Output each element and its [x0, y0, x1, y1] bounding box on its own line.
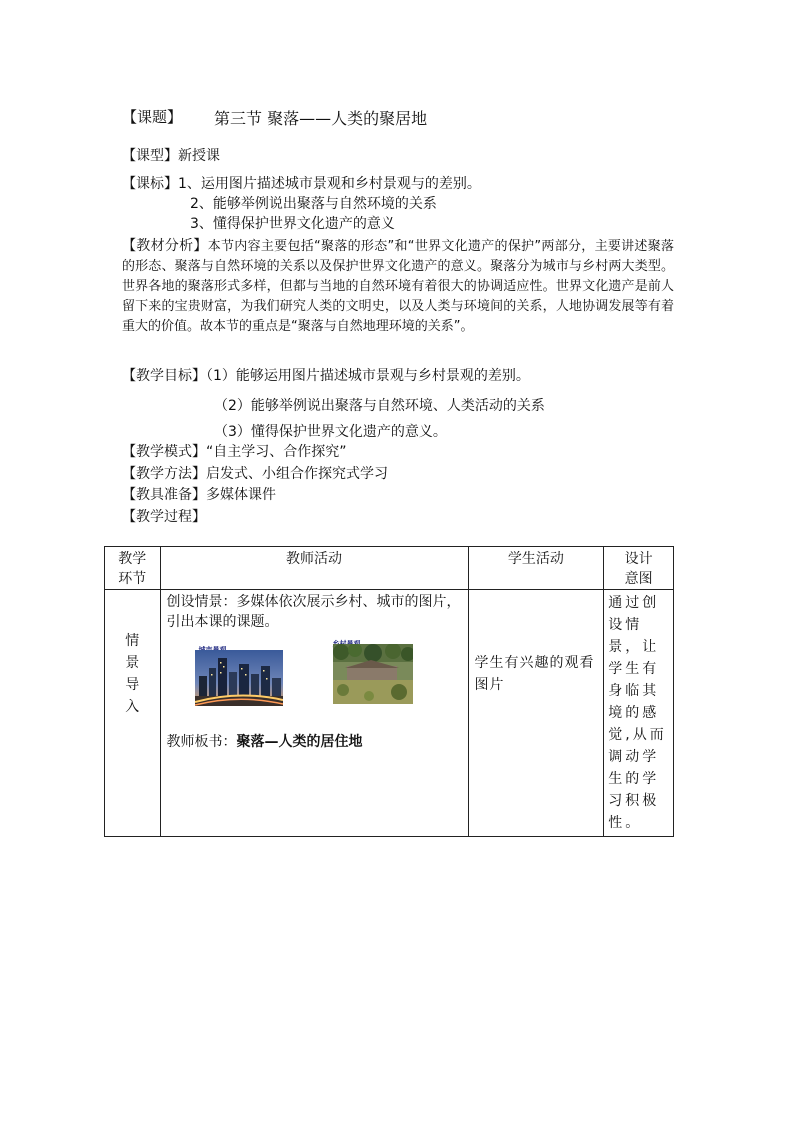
tools-value: 多媒体课件: [206, 487, 276, 503]
goals-line-1: [122, 366, 530, 386]
board-text: 聚落—人类的居住地: [236, 734, 363, 750]
teacher-activity-cell: [160, 590, 468, 837]
header-student: 学生活动: [468, 547, 604, 590]
tools-label: 【教具准备】: [122, 487, 206, 503]
table-row: [105, 590, 674, 837]
stage-cell: [105, 590, 161, 837]
teacher-intro: 创设情景：多媒体依次展示乡村、城市的图片，引出本课的课题。: [166, 594, 461, 630]
stage-char: 景: [125, 655, 140, 671]
analysis-label: 【教材分析】: [122, 238, 208, 254]
standard-item: 1、运用图片描述城市景观和乡村景观与的差别。: [178, 176, 481, 192]
teaching-mode: [122, 442, 347, 462]
header-stage: [105, 547, 161, 590]
header-teacher: 教师活动: [160, 547, 468, 590]
standards-label: 【课标】: [122, 176, 178, 192]
page-title: 第三节 聚落——人类的聚居地: [214, 109, 428, 128]
teaching-method: [122, 464, 388, 484]
teaching-tools: [122, 485, 276, 505]
student-activity-cell: 学生有兴趣的观看图片: [468, 590, 604, 837]
goal-item: （3）懂得保护世界文化遗产的意义。: [214, 424, 447, 440]
goal-item: （1）能够运用图片描述城市景观与乡村景观的差别。: [206, 368, 530, 384]
lesson-type: [122, 146, 220, 166]
mode-value: “自主学习、合作探究”: [206, 444, 347, 460]
header-design-line: 意图: [624, 571, 653, 587]
mode-label: 【教学模式】: [122, 444, 206, 460]
header-design: [604, 547, 674, 590]
header-design-line: 设计: [624, 551, 653, 567]
textbook-analysis: [122, 236, 674, 337]
table-header-row: [105, 547, 674, 590]
city-landscape-image: [195, 650, 283, 706]
goals-label: 【教学目标】: [122, 368, 206, 384]
header-stage-line: 环节: [118, 571, 147, 587]
stage-char: 情: [125, 633, 140, 649]
board-writing: [167, 732, 462, 752]
method-value: 启发式、小组合作探究式学习: [206, 466, 388, 482]
image-row: [167, 632, 462, 732]
standard-item: 3、懂得保护世界文化遗产的意义: [190, 216, 395, 232]
topic-label: 【课题】: [122, 108, 183, 126]
process-label: 【教学过程】: [122, 509, 206, 525]
method-label: 【教学方法】: [122, 466, 206, 482]
village-landscape-image: [333, 644, 413, 704]
lesson-type-label: 【课型】: [122, 148, 178, 164]
goal-item: （2）能够举例说出聚落与自然环境、人类活动的关系: [214, 398, 545, 414]
standard-item: 2、能够举例说出聚落与自然环境的关系: [190, 196, 437, 212]
analysis-text: 本节内容主要包括“聚落的形态”和“世界文化遗产的保护”两部分，主要讲述聚落的形态、聚落与自然环境的关系以及保护世界文化遗产的意义。聚落分为城市与乡村两大类型。世界各地的聚落形式多样，但都与当地的自然环境有着很大的协调适应性。世界文化遗产是前人留下来的宝贵财富，为我们研究人类的文明史，以及人类与环境间的关系，人地协调发展等有着重大的价值。故本节的重点是“聚落与自然地理环境的关系”。: [122, 239, 675, 334]
design-intent-cell: 通过创设情景，让学生有身临其境的感觉,从而调动学生的学习积极性。: [604, 590, 674, 837]
lesson-process-table: [104, 546, 674, 837]
standards-line-1: [122, 174, 481, 194]
stage-char: 入: [125, 699, 140, 715]
stage-char: 导: [125, 677, 140, 693]
board-label: 教师板书：: [166, 734, 237, 750]
lesson-type-value: 新授课: [178, 148, 220, 164]
header-stage-line: 教学: [118, 551, 147, 567]
